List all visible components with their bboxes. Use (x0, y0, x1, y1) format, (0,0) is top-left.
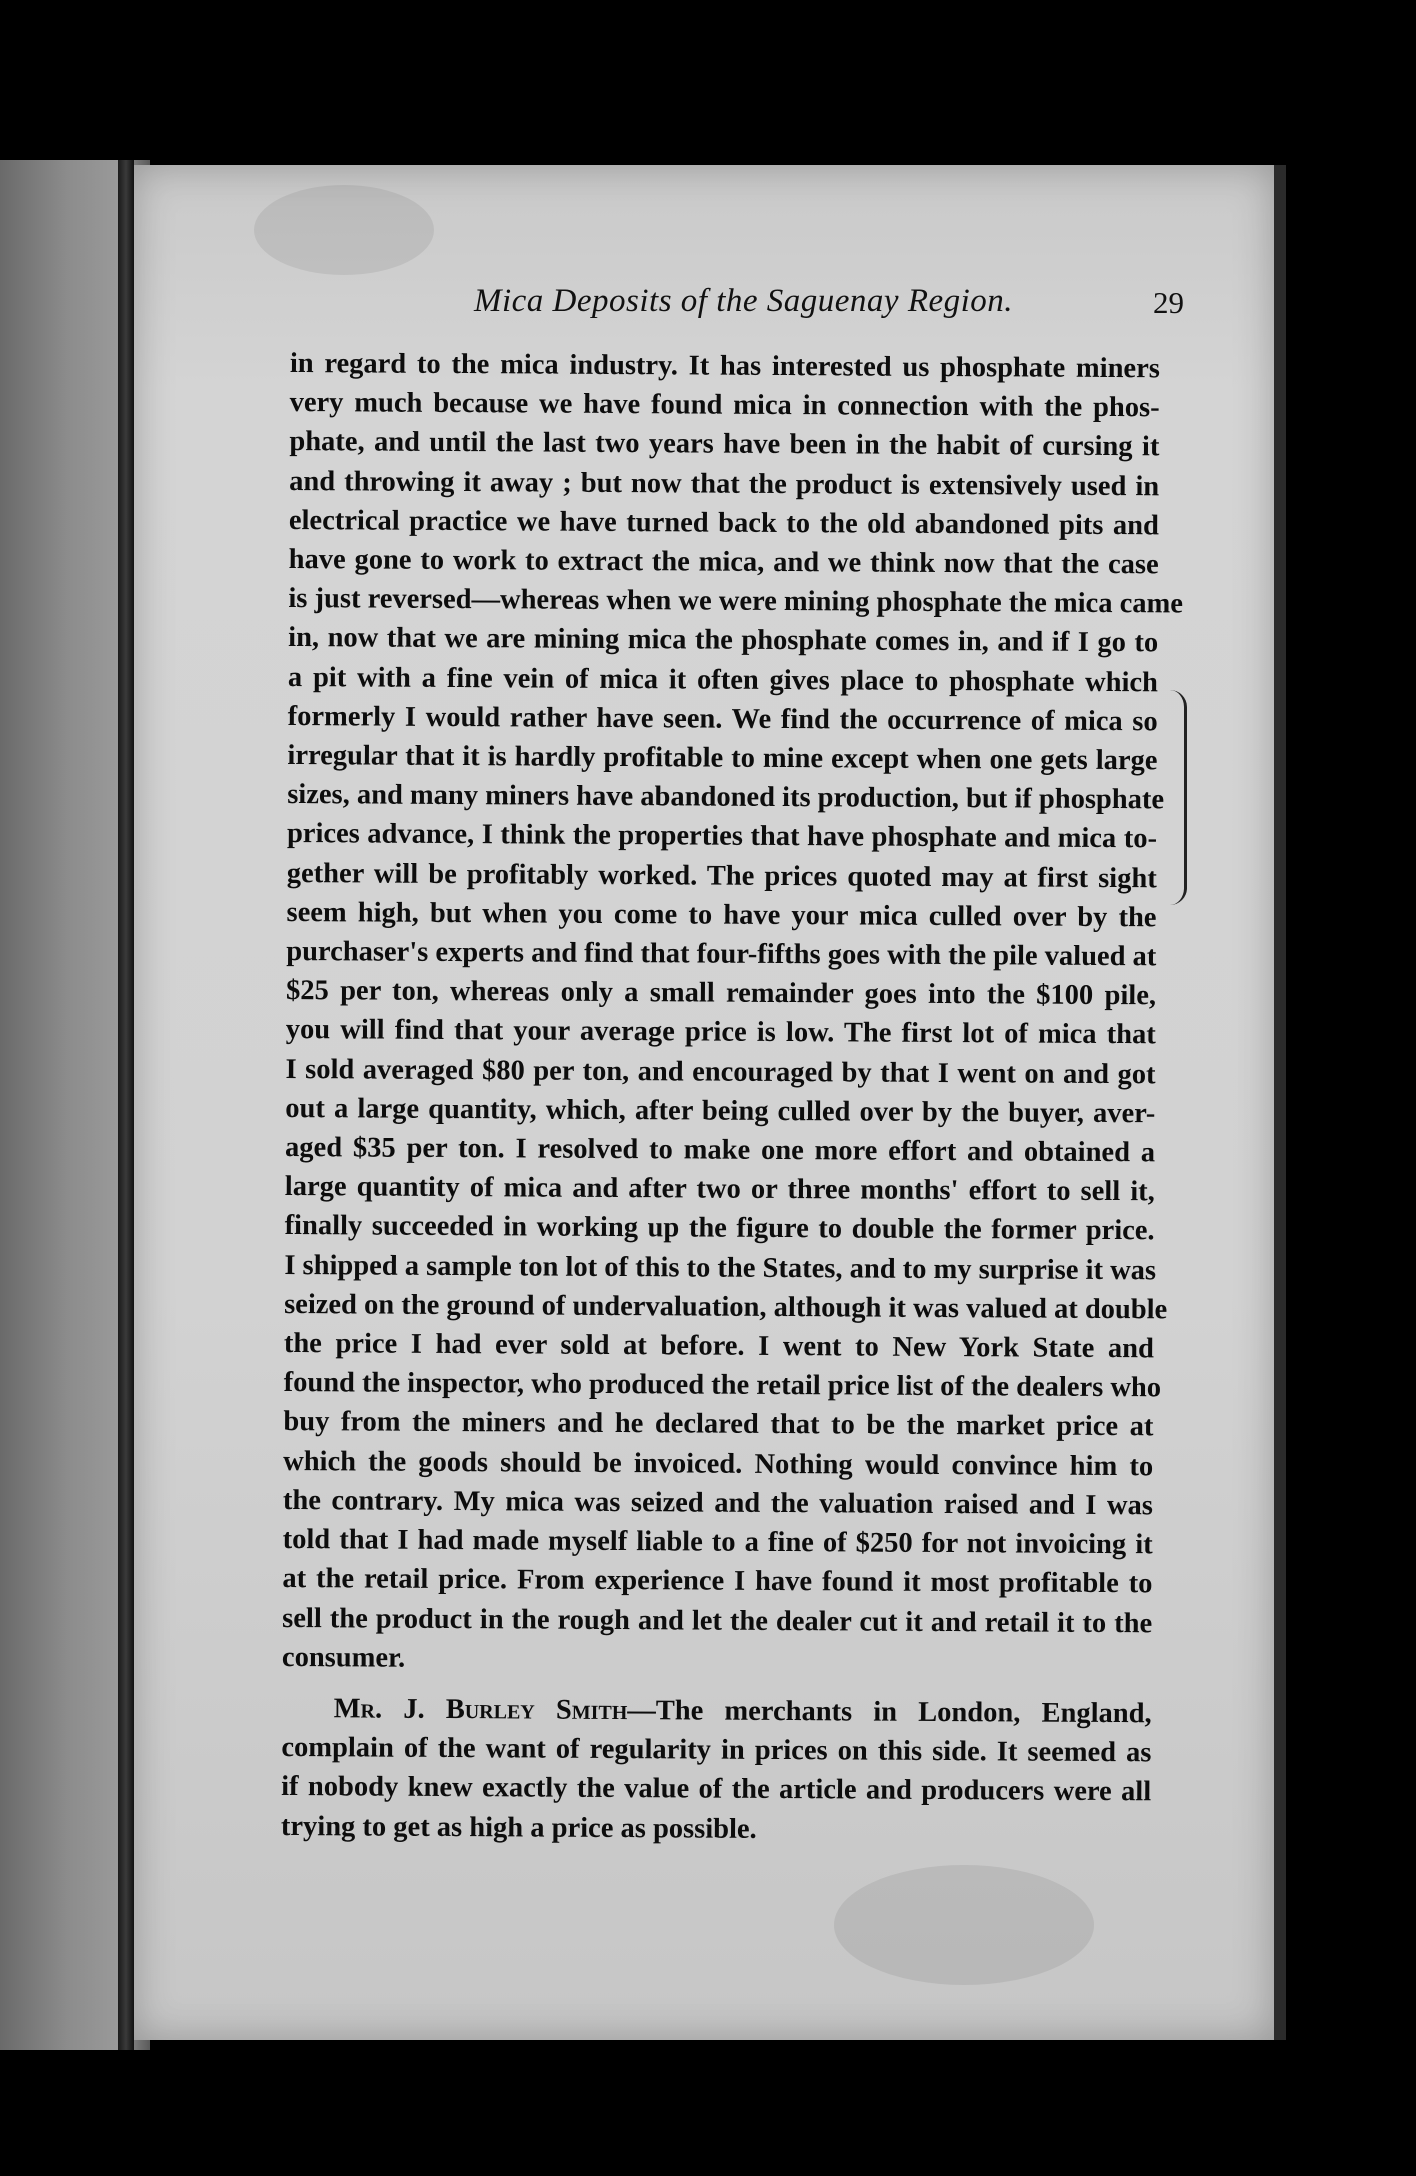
text-line: finally succeeded in working up the figure to double the former price. (284, 1210, 1155, 1247)
text-line: a pit with a fine vein of mica it often gives place to phosphate which (287, 661, 1159, 698)
text-line: sizes, and many miners have abandoned its production, but if phosphate (287, 779, 1165, 816)
text-line: buy from the miners and he declared that to be the market price at (283, 1406, 1154, 1443)
body-text (280, 344, 1184, 1851)
text-line: and throwing it away ; but now that the product is extensively used in (289, 465, 1160, 502)
paragraph-burley-smith (281, 1689, 1152, 1851)
text-line: the price I had ever sold at before. I went to New York State and (283, 1328, 1154, 1365)
text-line: have gone to work to extract the mica, and we think now that the case (288, 544, 1159, 581)
text-line: electrical practice we have turned back to the old abandoned pits and (288, 504, 1160, 542)
speaker-line-rest: —The merchants in London, England, (627, 1694, 1152, 1730)
text-line: seized on the ground of undervaluation, although it was valued at double (284, 1288, 1168, 1326)
margin-bracket-mark (1170, 690, 1187, 905)
text-line: formerly I would rather have seen. We find the occurrence of mica so (287, 700, 1158, 738)
text-line: trying to get as high a price as possible. (280, 1810, 757, 1845)
running-head: Mica Deposits of the Saguenay Region. (474, 283, 1014, 319)
page-number: 29 (1153, 285, 1184, 320)
text-line: found the inspector, who produced the retail price list of the dealers who (283, 1367, 1162, 1404)
text-line: large quantity of mica and after two or three months' effort to sell it, (284, 1171, 1155, 1208)
text-line: $25 per ton, whereas only a small remainder goes into the $100 pile, (285, 975, 1157, 1012)
text-line: in regard to the mica industry. It has interested us phosphate miners (289, 347, 1160, 385)
text-line: aged $35 per ton. I resolved to make one more effort and obtained a (284, 1132, 1156, 1169)
text-line: if nobody knew exactly the value of the article and producers were all (281, 1771, 1152, 1808)
text-line: out a large quantity, which, after being culled over by the buyer, aver- (285, 1092, 1156, 1130)
text-line: I shipped a sample ton lot of this to the States, and to my surprise it was (284, 1249, 1157, 1286)
text-line: prices advance, I think the properties that have phosphate and mica to- (286, 818, 1158, 855)
text-line: is just reversed—whereas when we were mining phosphate the mica came (288, 583, 1184, 620)
book-gutter (118, 160, 134, 2050)
text-line: in, now that we are mining mica the phosphate comes in, and if I go to (288, 622, 1159, 659)
text-line: which the goods should be invoiced. Nothing would convince him to (283, 1445, 1154, 1482)
text-line: purchaser's experts and find that four-fifths goes with the pile valued at (286, 936, 1157, 973)
text-line: at the retail price. From experience I have found it most profitable to (282, 1563, 1153, 1600)
text-line: told that I had made myself liable to a fine of $250 for not invoicing it (282, 1524, 1153, 1561)
text-line: phate, and until the last two years have been in the habit of cursing it (289, 426, 1160, 463)
text-line: the contrary. My mica was seized and the valuation raised and I was (282, 1484, 1154, 1522)
paragraph-phosphate-miners (281, 344, 1184, 1682)
paper-stain (834, 1865, 1094, 1985)
text-line (282, 1689, 1152, 1734)
paper-stain (254, 185, 434, 275)
text-line: you will find that your average price is low. The first lot of mica that (285, 1014, 1156, 1051)
page-header (134, 283, 1274, 333)
text-line: irregular that it is hardly profitable to mine except when one gets large (287, 740, 1158, 777)
text-line: consumer. (281, 1641, 406, 1674)
text-line: complain of the want of regularity in prices on this side. It seemed as (281, 1732, 1152, 1769)
page-edge-shadow (1274, 165, 1286, 2040)
text-line: sell the product in the rough and let the dealer cut it and retail it to the (282, 1602, 1153, 1639)
text-line: gether will be profitably worked. The prices quoted may at first sight (286, 857, 1157, 894)
text-line: seem high, but when you come to have your mica culled over by the (286, 896, 1157, 934)
text-line: very much because we have found mica in connection with the phos- (289, 387, 1160, 424)
speaker-name: Mr. J. Burley Smith (333, 1693, 628, 1726)
text-line: I sold averaged $80 per ton, and encouraged by that I went on and got (285, 1053, 1156, 1090)
